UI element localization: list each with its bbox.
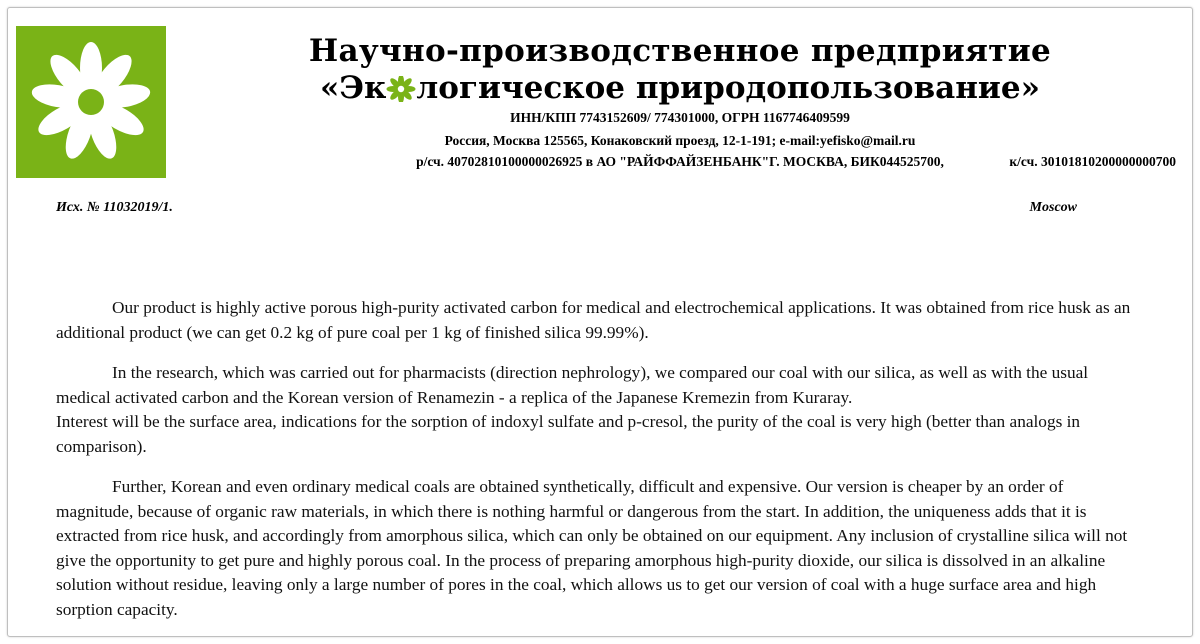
letter-body: [56, 296, 1144, 623]
organization-name-line2: [178, 71, 1182, 106]
leaf-emblem-icon: [386, 76, 416, 102]
inn-kpp-line: ИНН/КПП 7743152609/ 774301000, ОГРН 1167746409599: [510, 110, 850, 126]
reference-number: Исх. № 11032019/1.: [56, 200, 173, 215]
letterhead-text: [178, 34, 1182, 171]
bank-details-row: [178, 152, 1182, 172]
paragraph-2: In the research, which was carried out for pharmacists (direction nephrology), we compared our coal with our silica, as well as with the usual medical activated carbon and the Korean version of Renamezin - a replica of the Japanese Kremezin from Kuraray.: [56, 363, 1089, 407]
reference-line: [8, 196, 1192, 232]
address-line: Россия, Москва 125565, Конаковский проезд, 12-1-191; e-mail:yefisko@mail.ru: [444, 133, 916, 148]
company-logo: [16, 26, 166, 178]
reference-city: Moscow: [1029, 200, 1077, 215]
letterhead: [8, 8, 1192, 188]
account-line: р/сч. 40702810100000026925 в АО "РАЙФФАЙЗЕНБАНК"Г. МОСКВА, БИК044525700,: [416, 153, 944, 169]
letter-sheet: [7, 7, 1193, 637]
organization-name-line1: Научно-производственное предприятие: [308, 33, 1052, 69]
organization-name-line2-before: «Эк: [320, 69, 387, 106]
organization-name-line2-after: логическое природопользование»: [416, 69, 1040, 106]
paragraph-3: Interest will be the surface area, indications for the sorption of indoxyl sulfate and p-cresol, the purity of the coal is very high (better than analogs in comparison).: [56, 412, 1081, 456]
paragraph-1: Our product is highly active porous high-purity activated carbon for medical and electrochemical applications. It was obtained from rice husk as an additional product (we can get 0.2 kg of pure coal per 1 kg of finished silica 99.99%).: [56, 298, 1131, 342]
paragraph-4: Further, Korean and even ordinary medical coals are obtained synthetically, difficult and expensive. Our version is cheaper by an order of magnitude, because of organic raw materials, in which there is nothing harmful or dangerous from the start. In addition, the uniqueness adds that it is extracted from rice husk, and accordingly from amorphous silica, which can only be obtained on our equipment. Any inclusion of crystalline silica will not give the opportunity to get pure and highly porous coal. In the process of preparing amorphous high-purity dioxide, our silica is dissolved in an alkaline solution without residue, leaving only a large number of pores in the coal, which allows us to get our version of coal with a huge surface area and high sorption capacity.: [56, 477, 1128, 620]
correspondent-account: к/сч. 30101810200000000700: [1009, 153, 1176, 169]
